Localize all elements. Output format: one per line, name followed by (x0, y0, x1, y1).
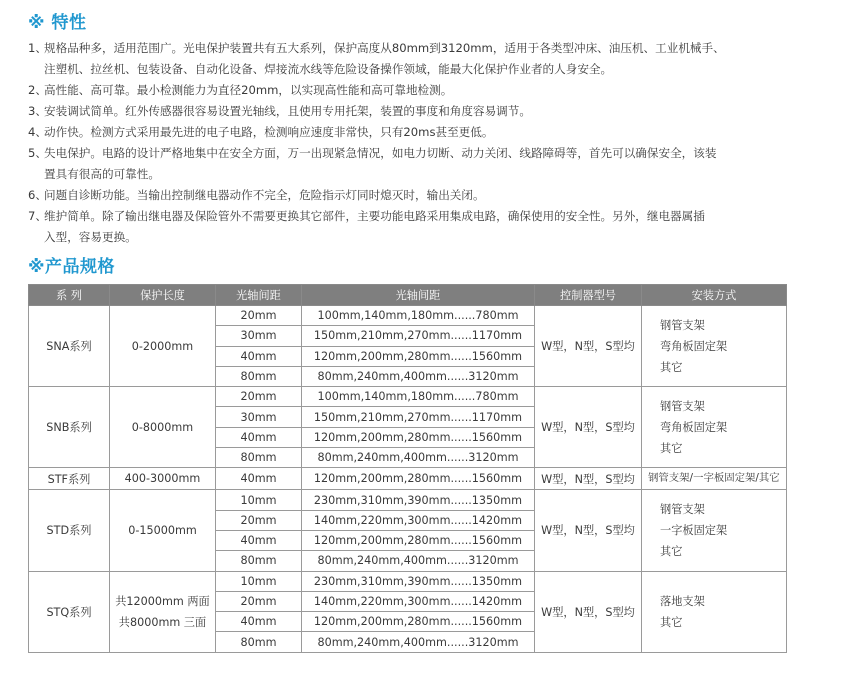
length-cell (110, 571, 216, 652)
mount-cell (642, 571, 787, 652)
pitch-cell: 10mm (216, 571, 302, 591)
mount-line: 一字板固定架 (660, 523, 728, 537)
mount-line: 弯角板固定架 (660, 420, 728, 434)
mount-line: 钢管支架 (660, 399, 705, 413)
series-cell: SNB系列 (29, 387, 110, 468)
length-cell (110, 468, 216, 490)
feature-line (28, 101, 828, 122)
feature-text: 失电保护。电路的设计严格地集中在安全方面，万一出现紧急情况，如电力切断、动力关闭、线路障碍等，首先可以确保安全，该装 (44, 146, 717, 160)
feature-text: 规格品种多，适用范围广。光电保护装置共有五大系列，保护高度从80mm到3120mm，适用于各类型冲床、油压机、工业机械手、 (44, 41, 725, 55)
spec-table (28, 284, 787, 653)
length-cell (110, 306, 216, 387)
pitch-cell: 40mm (216, 427, 302, 447)
spacing-cell: 100mm,140mm,180mm......780mm (302, 306, 535, 326)
mount-line: 弯角板固定架 (660, 339, 728, 353)
spacing-cell: 150mm,210mm,270mm......1170mm (302, 326, 535, 346)
pitch-cell: 40mm (216, 346, 302, 366)
spacing-cell: 230mm,310mm,390mm......1350mm (302, 490, 535, 510)
feature-line (28, 59, 828, 80)
feature-text: 注塑机、拉丝机、包装设备、自动化设备、焊接流水线等危险设备操作领域，能最大化保护作业者的人身安全。 (44, 62, 613, 76)
series-cell: STQ系列 (29, 571, 110, 652)
feature-number: 6、 (28, 188, 47, 202)
pitch-cell: 10mm (216, 490, 302, 510)
pitch-cell: 20mm (216, 510, 302, 530)
spec-body (29, 306, 787, 653)
spacing-cell: 120mm,200mm,280mm......1560mm (302, 468, 535, 490)
header-series: 系 列 (29, 285, 110, 306)
feature-text: 置具有很高的可靠性。 (44, 167, 160, 181)
feature-text: 维护简单。除了输出继电器及保险管外不需要更换其它部件，主要功能电路采用集成电路，确保使用的安全性。另外，继电器属插 (44, 209, 705, 223)
pitch-cell: 40mm (216, 530, 302, 550)
table-row (29, 571, 787, 591)
spacing-cell: 150mm,210mm,270mm......1170mm (302, 407, 535, 427)
mount-cell (642, 468, 787, 490)
table-row (29, 468, 787, 490)
pitch-cell: 20mm (216, 387, 302, 407)
length-cell (110, 387, 216, 468)
controller-cell: W型，N型，S型均 (535, 306, 642, 387)
spec-header-row (29, 285, 787, 306)
features-heading: ※ 特性 (28, 13, 87, 33)
features-list (28, 38, 828, 248)
spacing-cell: 120mm,200mm,280mm......1560mm (302, 346, 535, 366)
feature-number: 7、 (28, 209, 47, 223)
spacing-cell: 80mm,240mm,400mm......3120mm (302, 632, 535, 652)
controller-cell: W型，N型，S型均 (535, 468, 642, 490)
feature-line (28, 143, 828, 164)
feature-line (28, 122, 828, 143)
pitch-cell: 80mm (216, 366, 302, 386)
feature-number (28, 59, 44, 80)
controller-cell: W型，N型，S型均 (535, 571, 642, 652)
controller-cell: W型，N型，S型均 (535, 387, 642, 468)
feature-line (28, 206, 828, 227)
mount-line: 钢管支架/一字板固定架/其它 (648, 472, 780, 485)
pitch-cell: 80mm (216, 551, 302, 571)
mount-line: 钢管支架 (660, 502, 705, 516)
feature-number: 2、 (28, 83, 47, 97)
spacing-cell: 140mm,220mm,300mm......1420mm (302, 510, 535, 530)
header-spacing: 光轴间距 (302, 285, 535, 306)
feature-text: 动作快。检测方式采用最先进的电子电路，检测响应速度非常快，只有20ms甚至更低。 (44, 125, 494, 139)
length-line: 共8000mm 三面 (118, 615, 207, 629)
pitch-cell: 80mm (216, 632, 302, 652)
feature-number: 1、 (28, 41, 47, 55)
length-line: 0-2000mm (131, 339, 194, 353)
pitch-cell: 30mm (216, 326, 302, 346)
feature-line (28, 80, 828, 101)
mount-line: 落地支架 (660, 594, 705, 608)
mount-line: 其它 (660, 615, 683, 629)
series-cell: STD系列 (29, 490, 110, 571)
length-line: 共12000mm 两面 (115, 594, 210, 608)
length-cell (110, 490, 216, 571)
pitch-cell: 40mm (216, 612, 302, 632)
header-length: 保护长度 (110, 285, 216, 306)
spacing-cell: 120mm,200mm,280mm......1560mm (302, 427, 535, 447)
series-cell: STF系列 (29, 468, 110, 490)
mount-line: 钢管支架 (660, 318, 705, 332)
spec-heading: ※产品规格 (28, 257, 116, 277)
spacing-cell: 140mm,220mm,300mm......1420mm (302, 591, 535, 611)
feature-line (28, 185, 828, 206)
spacing-cell: 100mm,140mm,180mm......780mm (302, 387, 535, 407)
mount-cell (642, 490, 787, 571)
mount-cell (642, 306, 787, 387)
pitch-cell: 80mm (216, 448, 302, 468)
spacing-cell: 120mm,200mm,280mm......1560mm (302, 530, 535, 550)
feature-number (28, 164, 44, 185)
pitch-cell: 20mm (216, 591, 302, 611)
length-line: 0-15000mm (128, 523, 197, 537)
header-pitch: 光轴间距 (216, 285, 302, 306)
mount-cell (642, 387, 787, 468)
series-cell: SNA系列 (29, 306, 110, 387)
length-line: 0-8000mm (131, 420, 194, 434)
feature-text: 安装调试简单。红外传感器很容易设置光轴线，且使用专用托架，装置的事度和角度容易调节。 (44, 104, 531, 118)
feature-line (28, 38, 828, 59)
feature-text: 入型，容易更换。 (44, 230, 137, 244)
spacing-cell: 230mm,310mm,390mm......1350mm (302, 571, 535, 591)
header-mount: 安装方式 (642, 285, 787, 306)
controller-cell: W型，N型，S型均 (535, 490, 642, 571)
feature-number: 3、 (28, 104, 47, 118)
mount-line: 其它 (660, 360, 683, 374)
spacing-cell: 120mm,200mm,280mm......1560mm (302, 612, 535, 632)
length-line: 400-3000mm (124, 472, 201, 486)
spacing-cell: 80mm,240mm,400mm......3120mm (302, 448, 535, 468)
feature-text: 高性能、高可靠。最小检测能力为直径20mm，以实现高性能和高可靠地检测。 (44, 83, 453, 97)
feature-line (28, 227, 828, 248)
feature-number: 5、 (28, 146, 47, 160)
table-row (29, 387, 787, 407)
spacing-cell: 80mm,240mm,400mm......3120mm (302, 366, 535, 386)
table-row (29, 306, 787, 326)
feature-number (28, 227, 44, 248)
mount-line: 其它 (660, 441, 683, 455)
pitch-cell: 20mm (216, 306, 302, 326)
header-controller: 控制器型号 (535, 285, 642, 306)
feature-number: 4、 (28, 125, 47, 139)
feature-text: 问题自诊断功能。当输出控制继电器动作不完全，危险指示灯同时熄灭时，输出关闭。 (44, 188, 485, 202)
feature-line (28, 164, 828, 185)
mount-line: 其它 (660, 544, 683, 558)
pitch-cell: 40mm (216, 468, 302, 490)
spacing-cell: 80mm,240mm,400mm......3120mm (302, 551, 535, 571)
pitch-cell: 30mm (216, 407, 302, 427)
table-row (29, 490, 787, 510)
